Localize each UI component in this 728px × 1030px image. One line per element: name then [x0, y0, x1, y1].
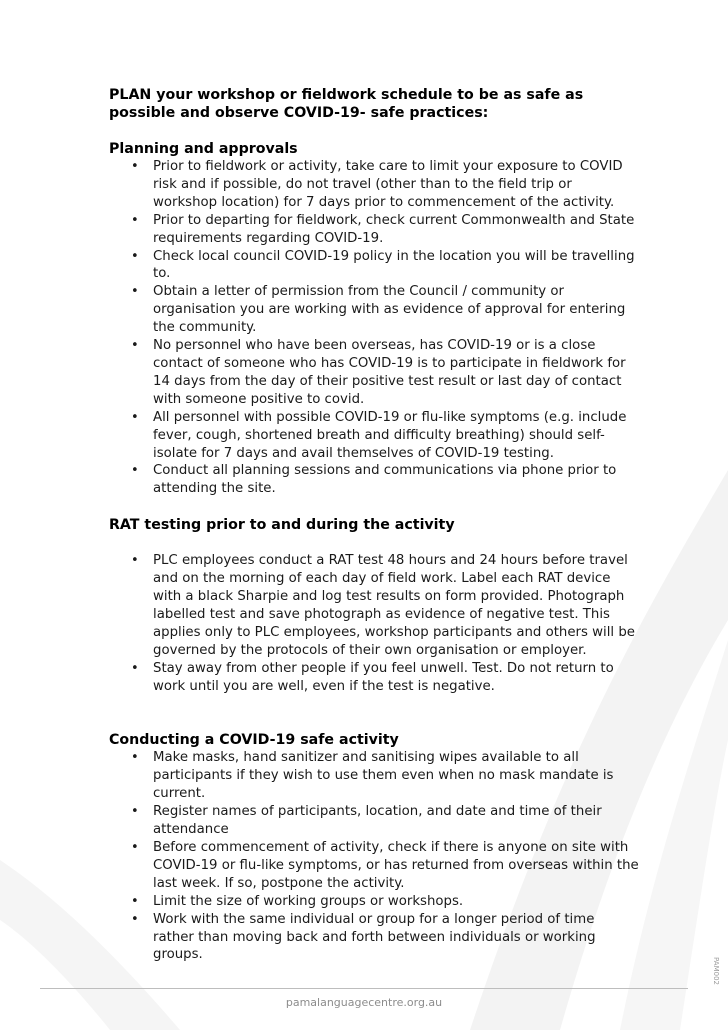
footer-website: pamalanguagecentre.org.au	[285, 996, 443, 1009]
section-title: RAT testing prior to and during the activity	[109, 517, 455, 534]
section-title: Conducting a COVID-19 safe activity	[109, 732, 399, 749]
list-item: • Conduct all planning sessions and communications via phone prior to attending the site.	[109, 462, 639, 498]
list-item: • Limit the size of working groups or workshops.	[109, 893, 639, 911]
footer-divider	[40, 988, 688, 989]
list-item: • PLC employees conduct a RAT test 48 hours and 24 hours before travel and on the morning of each day of field work. Label each RAT device with a black Sharpie and log test results on form provided. Photograph labelled test and save photograph as evidence of negative test. This applies only to PLC employees, workshop participants and others will be governed by the protocols of their own organisation or employer.	[109, 552, 639, 659]
section-title: Planning and approvals	[109, 141, 298, 157]
section-covid-safe-activity	[109, 731, 639, 964]
list-item: • Work with the same individual or group for a longer period of time rather than moving back and forth between individuals or working groups.	[109, 911, 639, 965]
section-planning-and-approvals	[109, 140, 639, 498]
list-item: • Check local council COVID-19 policy in the location you will be travelling to.	[109, 248, 639, 284]
list-item: • Prior to fieldwork or activity, take care to limit your exposure to COVID risk and if possible, do not travel (other than to the field trip or workshop location) for 7 days prior to commencement of the activity.	[109, 158, 639, 212]
bullet-list	[109, 749, 639, 964]
list-item: • Stay away from other people if you feel unwell. Test. Do not return to work until you are well, even if the test is negative.	[109, 660, 639, 696]
list-item: • Prior to departing for fieldwork, check current Commonwealth and State requirements regarding COVID-19.	[109, 212, 639, 248]
document-code: PAM002	[712, 957, 720, 985]
page-heading: PLAN your workshop or fieldwork schedule to be as safe as possible and observe COVID-19- safe practices:	[109, 87, 584, 121]
list-item: • Register names of participants, location, and date and time of their attendance	[109, 803, 639, 839]
list-item: • No personnel who have been overseas, has COVID-19 or is a close contact of someone who has COVID-19 is to participate in fieldwork for 14 days from the day of their positive test result or last day of contact with someone positive to covid.	[109, 337, 639, 409]
section-rat-testing	[109, 516, 639, 695]
document-body	[109, 86, 639, 964]
list-item: • Obtain a letter of permission from the Council / community or organisation you are working with as evidence of approval for entering the community.	[109, 283, 639, 337]
list-item: • All personnel with possible COVID-19 or flu-like symptoms (e.g. include fever, cough, shortened breath and difficulty breathing) should self-isolate for 7 days and avail themselves of COVID-19 testing.	[109, 409, 639, 463]
list-item: • Make masks, hand sanitizer and sanitising wipes available to all participants if they wish to use them even when no mask mandate is current.	[109, 749, 639, 803]
bullet-list	[109, 552, 639, 695]
list-item: • Before commencement of activity, check if there is anyone on site with COVID-19 or flu-like symptoms, or has returned from overseas within the last week. If so, postpone the activity.	[109, 839, 639, 893]
bullet-list	[109, 158, 639, 498]
